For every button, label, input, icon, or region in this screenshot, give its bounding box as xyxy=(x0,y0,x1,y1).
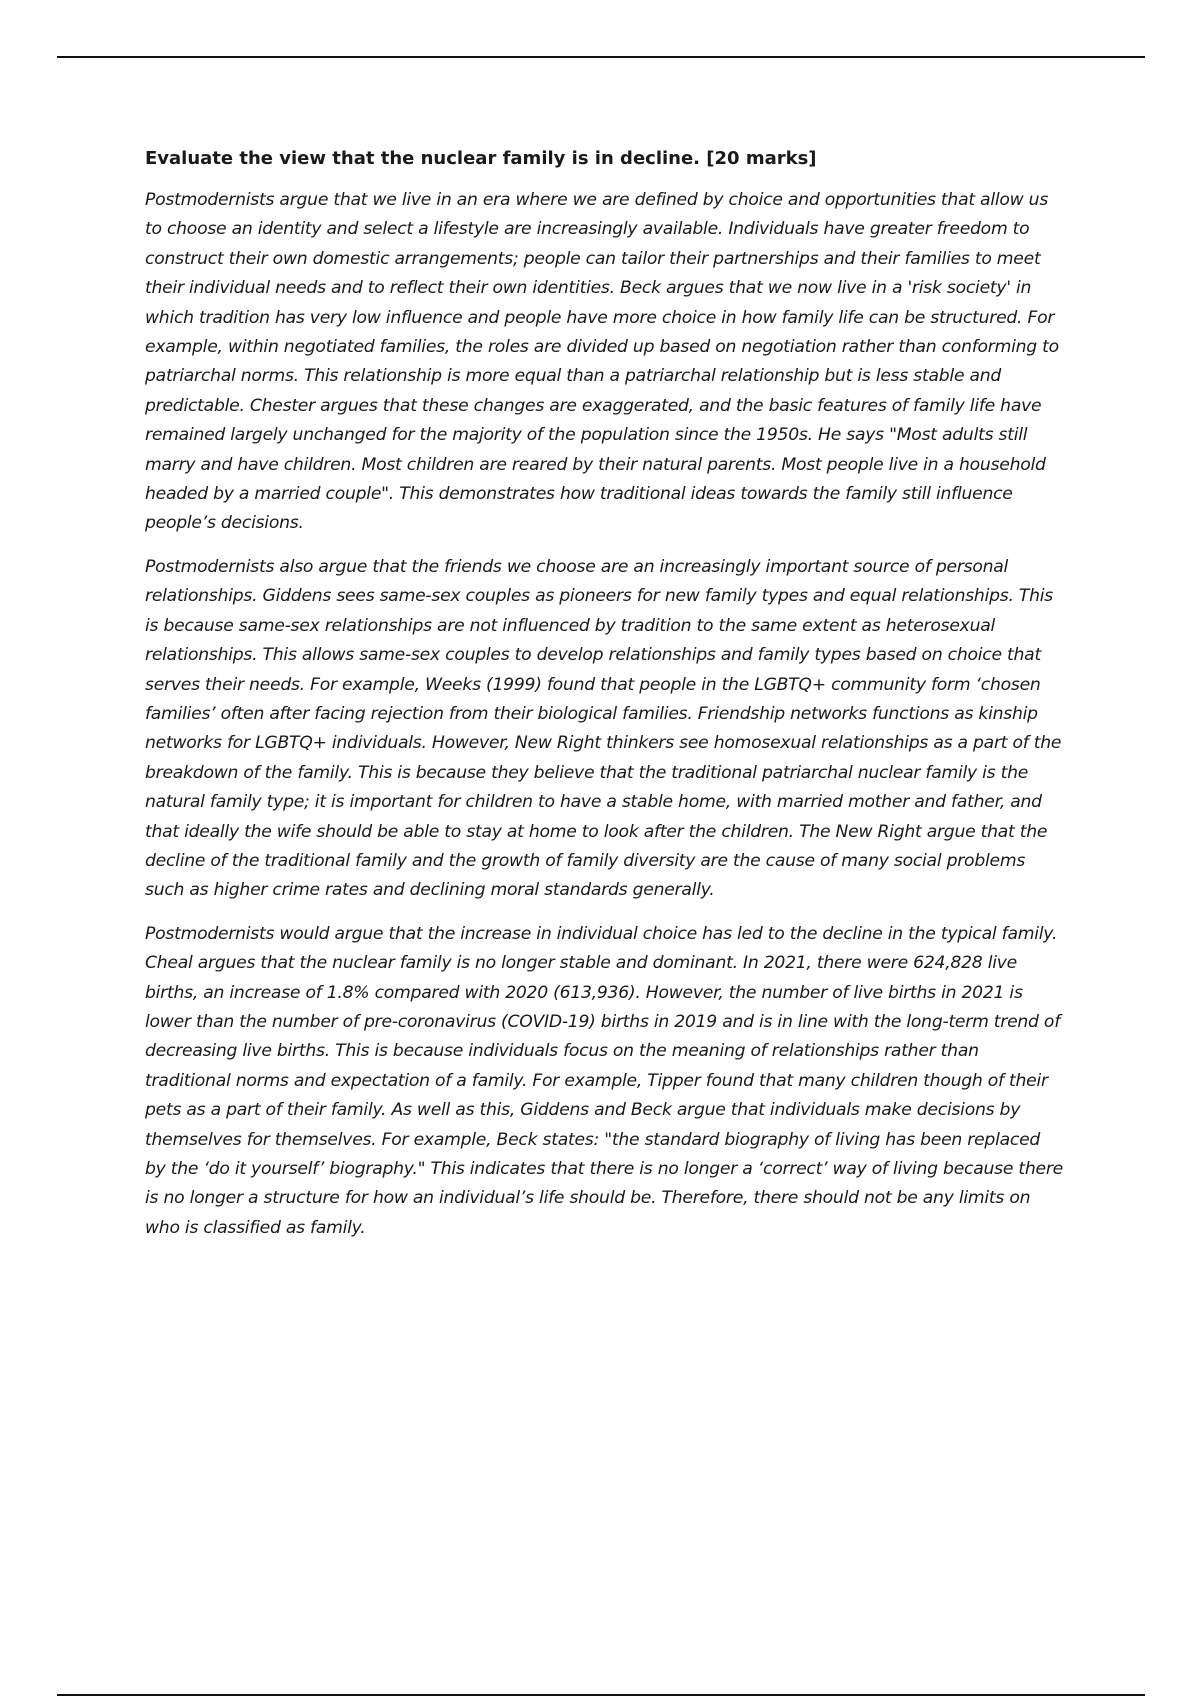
bottom-rule xyxy=(57,1694,1145,1696)
essay-question-heading: Evaluate the view that the nuclear family is in decline. [20 marks] xyxy=(145,148,817,169)
document-body xyxy=(145,146,1065,1257)
top-rule xyxy=(57,56,1145,58)
paragraph-3: Postmodernists would argue that the increase in individual choice has led to the decline in the typical family. Cheal argues that the nuclear family is no longer stable and dominant. In 2021, there were 624,828 live births, an increase of 1.8% compared with 2020 (613,936). However, the number of live births in 2021 is lower than the number of pre-coronavirus (COVID-19) births in 2019 and is in line with the long-term trend of decreasing live births. This is because individuals focus on the meaning of relationships rather than traditional norms and expectation of a family. For example, Tipper found that many children though of their pets as a part of their family. As well as this, Giddens and Beck argue that individuals make decisions by themselves for themselves. For example, Beck states: "the standard biography of living has been replaced by the ‘do it yourself’ biography." This indicates that there is no longer a ‘correct’ way of living because there is no longer a structure for how an individual’s life should be. Therefore, there should not be any limits on who is classified as family. xyxy=(145,923,1064,1238)
paragraph-1: Postmodernists argue that we live in an era where we are defined by choice and opportunities that allow us to choose an identity and select a lifestyle are increasingly available. Individuals have greater freedom to construct their own domestic arrangements; people can tailor their partnerships and their families to meet their individual needs and to reflect their own identities. Beck argues that we now live in a 'risk society' in which tradition has very low influence and people have more choice in how family life can be structured. For example, within negotiated families, the roles are divided up based on negotiation rather than conforming to patriarchal norms. This relationship is more equal than a patriarchal relationship but is less stable and predictable. Chester argues that these changes are exaggerated, and the basic features of family life have remained largely unchanged for the majority of the population since the 1950s. He says "Most adults still marry and have children. Most children are reared by their natural parents. Most people live in a household headed by a married couple". This demonstrates how traditional ideas towards the family still influence people’s decisions. xyxy=(145,190,1059,534)
paragraph-2: Postmodernists also argue that the friends we choose are an increasingly important source of personal relationships. Giddens sees same-sex couples as pioneers for new family types and equal relationships. This is because same-sex relationships are not influenced by tradition to the same extent as heterosexual relationships. This allows same-sex couples to develop relationships and family types based on choice that serves their needs. For example, Weeks (1999) found that people in the LGBTQ+ community form ‘chosen families’ often after facing rejection from their biological families. Friendship networks functions as kinship networks for LGBTQ+ individuals. However, New Right thinkers see homosexual relationships as a part of the breakdown of the family. This is because they believe that the traditional patriarchal nuclear family is the natural family type; it is important for children to have a stable home, with married mother and father, and that ideally the wife should be able to stay at home to look after the children. The New Right argue that the decline of the traditional family and the growth of family diversity are the cause of many social problems such as higher crime rates and declining moral standards generally. xyxy=(145,556,1062,901)
